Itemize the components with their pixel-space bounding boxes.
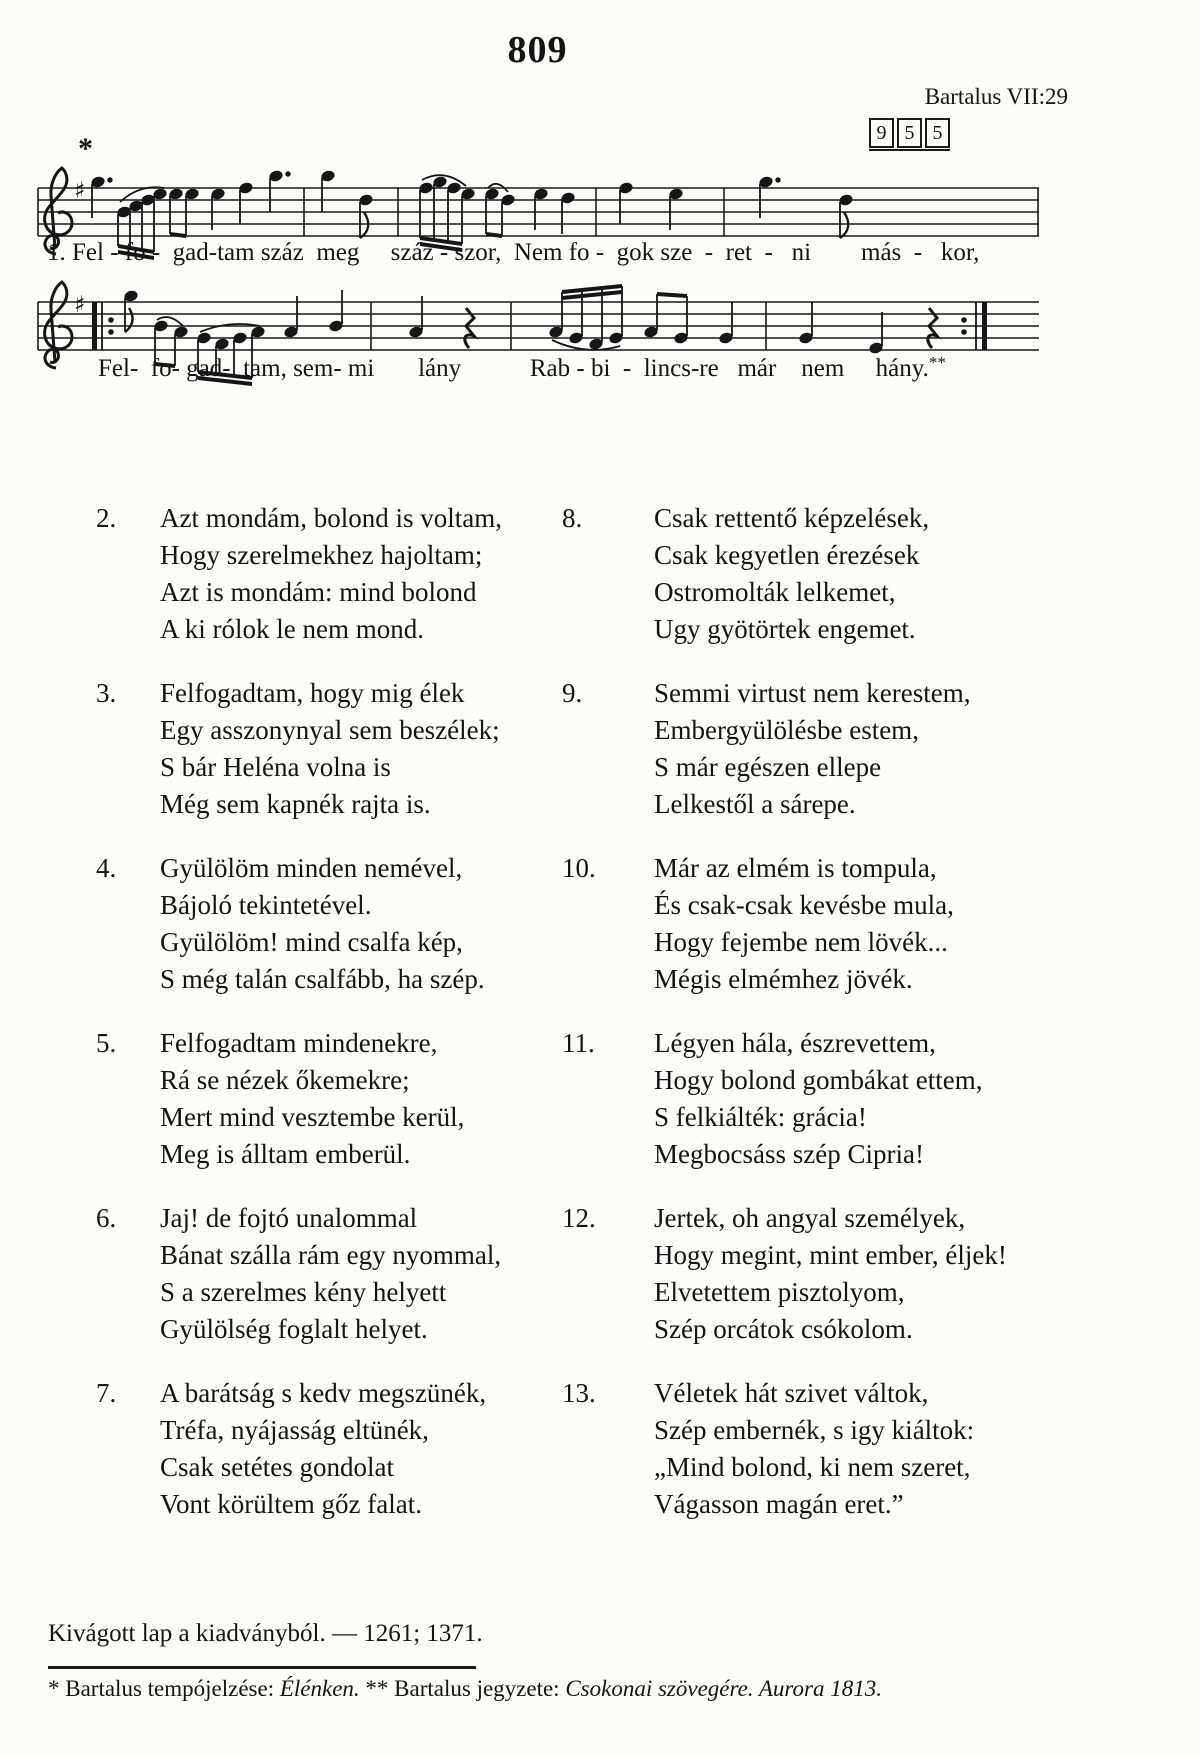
verse-block: [96, 675, 502, 823]
verse-line: Egy asszonynyal sem beszélek;: [160, 715, 500, 745]
cadence-box: 5: [897, 118, 922, 148]
verse-block: [562, 850, 1007, 998]
footnote: [48, 1676, 882, 1702]
verse-line: Mégis elmémhez jövék.: [654, 964, 913, 994]
verse-line: A barátság s kedv megszünék,: [160, 1378, 487, 1408]
lyrics-line-1: [47, 238, 979, 268]
verse-line: Elvetettem pisztolyom,: [654, 1277, 905, 1307]
sharp-icon: ♯: [74, 178, 86, 204]
verse-line: Felfogadtam, hogy mig élek: [160, 678, 465, 708]
verse-line: Meg is álltam emberül.: [160, 1139, 411, 1169]
verse-line: Már az elmém is tompula,: [654, 853, 937, 883]
verse-block: [562, 1375, 1007, 1523]
verse-line: S még talán csalfább, ha szép.: [160, 964, 485, 994]
cadence-box: 9: [869, 118, 894, 148]
page-number: 809: [507, 29, 568, 71]
cadence-boxes: [869, 118, 950, 151]
verse-line: Légyen hála, észrevettem,: [654, 1028, 936, 1058]
verse-block: [96, 850, 502, 998]
verse-line: Csak rettentő képzelések,: [654, 503, 930, 533]
verse-number: 13.: [562, 1378, 596, 1408]
lyrics-text: 1. Fel - fo - gad-tam száz meg száz - szor, Nem fo - gok sze - ret - ni más - kor,: [47, 239, 980, 266]
verse-line: Semmi virtust nem kerestem,: [654, 678, 971, 708]
verse-line: És csak-csak kevésbe mula,: [654, 890, 954, 920]
verse-line: Gyülölöm minden nemével,: [160, 853, 463, 883]
verse-line: Gyülölöm! mind csalfa kép,: [160, 927, 463, 957]
verse-line: Megbocsáss szép Cipria!: [654, 1139, 924, 1169]
verse-line: Vont körültem gőz falat.: [160, 1489, 422, 1519]
verse-line: Azt mondám, bolond is voltam,: [160, 503, 502, 533]
verse-number: 3.: [96, 678, 117, 708]
verse-line: A ki rólok le nem mond.: [160, 614, 424, 644]
verse-line: Felfogadtam mindenekre,: [160, 1028, 438, 1058]
footnote-text: * Bartalus tempójelzése:: [48, 1676, 280, 1701]
lyrics-text: Fel- fo- gad- tam, sem- mi lány Rab - bi - lincs-re már nem hány.: [98, 355, 929, 382]
source-reference: Bartalus VII:29: [924, 84, 1068, 109]
verse-column-left: [96, 500, 502, 1550]
verse-number: 9.: [562, 678, 583, 708]
footnote-marker: **: [928, 353, 946, 372]
verse-line: S bár Heléna volna is: [160, 752, 391, 782]
verse-line: Hogy szerelmekhez hajoltam;: [160, 540, 483, 570]
verse-line: Tréfa, nyájasság eltünék,: [160, 1415, 429, 1445]
treble-clef-icon: [45, 282, 72, 368]
verse-block: [96, 1375, 502, 1523]
verse-block: [562, 675, 1007, 823]
verse-block: [96, 500, 502, 648]
verse-number: 7.: [96, 1378, 117, 1408]
verse-number: 8.: [562, 503, 583, 533]
footnote-text: ** Bartalus jegyzete:: [359, 1676, 566, 1701]
verse-line: Azt is mondám: mind bolond: [160, 577, 477, 607]
verse-line: Gyülölség foglalt helyet.: [160, 1314, 428, 1344]
verse-line: „Mind bolond, ki nem szeret,: [654, 1452, 971, 1482]
verse-line: Csak setétes gondolat: [160, 1452, 394, 1482]
verse-line: Hogy bolond gombákat ettem,: [654, 1065, 983, 1095]
verse-line: Vágasson magán eret.”: [654, 1489, 904, 1519]
verse-number: 2.: [96, 503, 117, 533]
cadence-box: 5: [925, 118, 950, 148]
verse-block: [562, 500, 1007, 648]
tempo-asterisk: *: [78, 132, 93, 165]
verse-line: S már egészen ellepe: [654, 752, 882, 782]
footer-note: Kivágott lap a kiadványból. — 1261; 1371.: [48, 1620, 483, 1647]
verse-number: 6.: [96, 1203, 117, 1233]
verse-column-right: [562, 500, 1007, 1550]
verse-line: Csak kegyetlen érezések: [654, 540, 920, 570]
verse-line: S a szerelmes kény helyett: [160, 1277, 447, 1307]
verse-line: Mert mind vesztembe kerül,: [160, 1102, 465, 1132]
verse-number: 10.: [562, 853, 596, 883]
verse-line: Rá se nézek őkemekre;: [160, 1065, 410, 1095]
verse-line: Bájoló tekintetével.: [160, 890, 372, 920]
verse-number: 5.: [96, 1028, 117, 1058]
verse-number: 4.: [96, 853, 117, 883]
footnote-tempo: Élénken.: [279, 1676, 360, 1701]
verse-line: Ugy gyötörtek engemet.: [654, 614, 916, 644]
verse-number: 11.: [562, 1028, 595, 1058]
verse-line: Jaj! de fojtó unalommal: [160, 1203, 418, 1233]
verse-line: Embergyülölésbe estem,: [654, 715, 919, 745]
verse-number: 12.: [562, 1203, 596, 1233]
verse-line: Lelkestől a sárepe.: [654, 789, 856, 819]
verse-block: [96, 1025, 502, 1173]
verse-line: Jertek, oh angyal személyek,: [654, 1203, 966, 1233]
verse-block: [562, 1025, 1007, 1173]
verse-line: Bánat szálla rám egy nyommal,: [160, 1240, 502, 1270]
verse-line: Hogy megint, mint ember, éljek!: [654, 1240, 1007, 1270]
footnote-rule: [48, 1666, 476, 1669]
verse-line: Véletek hát szivet váltok,: [654, 1378, 929, 1408]
verse-line: Hogy fejembe nem lövék...: [654, 927, 948, 957]
lyrics-line-2: [98, 348, 946, 384]
verse-line: Szép orcátok csókolom.: [654, 1314, 913, 1344]
verse-block: [96, 1200, 502, 1348]
verse-line: S felkiálték: grácia!: [654, 1102, 867, 1132]
verse-line: Még sem kapnék rajta is.: [160, 789, 431, 819]
sharp-icon: ♯: [74, 292, 86, 318]
verse-block: [562, 1200, 1007, 1348]
verse-line: Ostromolták lelkemet,: [654, 577, 896, 607]
verse-line: Szép embernék, s igy kiáltok:: [654, 1415, 975, 1445]
footnote-source: Csokonai szövegére. Aurora 1813.: [565, 1676, 882, 1701]
